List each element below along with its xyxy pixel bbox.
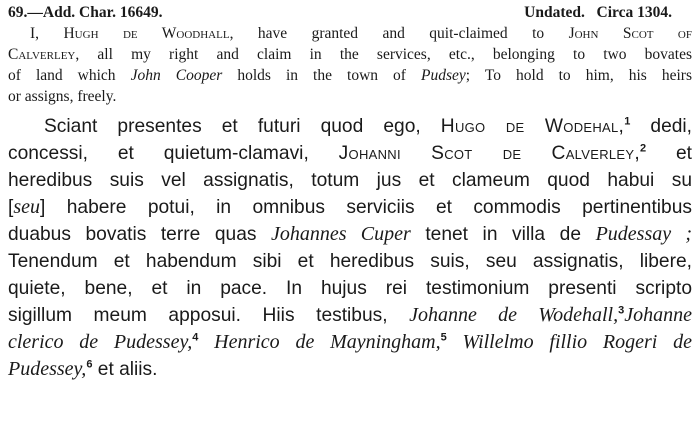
english-summary — [8, 23, 692, 107]
footnote-marker: 5 — [440, 331, 447, 344]
charter-line: Sciant presentes et futuri quod ego, Hugo de Wodehal,$^1$ dedi, — [44, 115, 693, 137]
charter-line: heredibus suis vel assignatis, totum jus et clameum quod habui su — [8, 170, 692, 191]
summary-line: Calverley, all my right and claim in the services, etc., belonging to two bovates — [8, 46, 692, 63]
entry-header — [8, 2, 692, 23]
editorial-insertion: seu — [13, 196, 41, 218]
charter-line: Pudessey,$^6$ et aliis. — [8, 358, 158, 380]
witness-name: clerico de Pudessey, — [8, 331, 193, 353]
charter-line: duabus bovatis terre quas Johannes Cuper tenet in villa de Pudessay ; — [8, 223, 692, 245]
person-name: John Cooper — [130, 67, 223, 84]
place-name: Pudessey, — [8, 358, 87, 380]
entry-date — [524, 2, 672, 23]
date-circa: Circa 1304. — [596, 4, 672, 21]
entry-number: 69. — [8, 4, 28, 21]
charter-line: sigillum meum apposui. Hiis testibus, Johanne de Wodehall,$^3$Johanne — [8, 304, 692, 326]
footnote-marker: 3 — [618, 304, 625, 317]
footnote-marker: 1 — [624, 115, 631, 128]
person-name: Hugo de Wodehal, — [440, 116, 625, 137]
latin-charter-text — [8, 113, 692, 383]
charter-reference: —Add. Char. 16649. — [27, 4, 163, 21]
place-name: Calverley — [8, 46, 76, 63]
charter-line: concessi, et quietum-clamavi, Johanni Scot de Calverley,$^2$ et — [8, 142, 692, 164]
person-name: Johanni Scot de Calverley, — [338, 143, 640, 164]
date-status: Undated. — [524, 4, 585, 21]
summary-line: or assigns, freely. — [8, 88, 117, 105]
charter-line: Tenendum et habendum sibi et heredibus suis, seu assignatis, libere, — [8, 251, 692, 272]
summary-line: I, Hugh de Woodhall, have granted and quit-claimed to John Scot of — [30, 25, 692, 42]
footnote-marker: 2 — [639, 142, 647, 155]
charter-line: quiete, bene, et in pace. In hujus rei testimonium presenti scripto — [8, 278, 692, 299]
witness-name: Willelmo fillio Rogeri de — [446, 331, 693, 353]
charter-line — [8, 329, 692, 356]
place-name: Pudessay ; — [595, 223, 692, 245]
entry-heading — [8, 2, 162, 23]
witness-name: Johanne de Wodehall, — [409, 304, 619, 326]
person-name: John Scot of — [568, 25, 692, 42]
witness-name: Henrico de Mayningham, — [198, 331, 441, 353]
footnote-marker: 4 — [192, 331, 199, 344]
charter-line: [seu] habere potui, in omnibus serviciis et commodis pertinentibus — [8, 196, 692, 218]
place-name: Pudsey — [421, 67, 466, 84]
summary-line: of land which John Cooper holds in the town of Pudsey; To hold to him, his heirs — [8, 67, 692, 84]
person-name: Hugh de Woodhall — [63, 25, 230, 42]
witness-name: Johanne — [624, 304, 692, 326]
person-name: Johannes Cuper — [271, 223, 411, 245]
footnote-marker: 6 — [86, 358, 93, 371]
